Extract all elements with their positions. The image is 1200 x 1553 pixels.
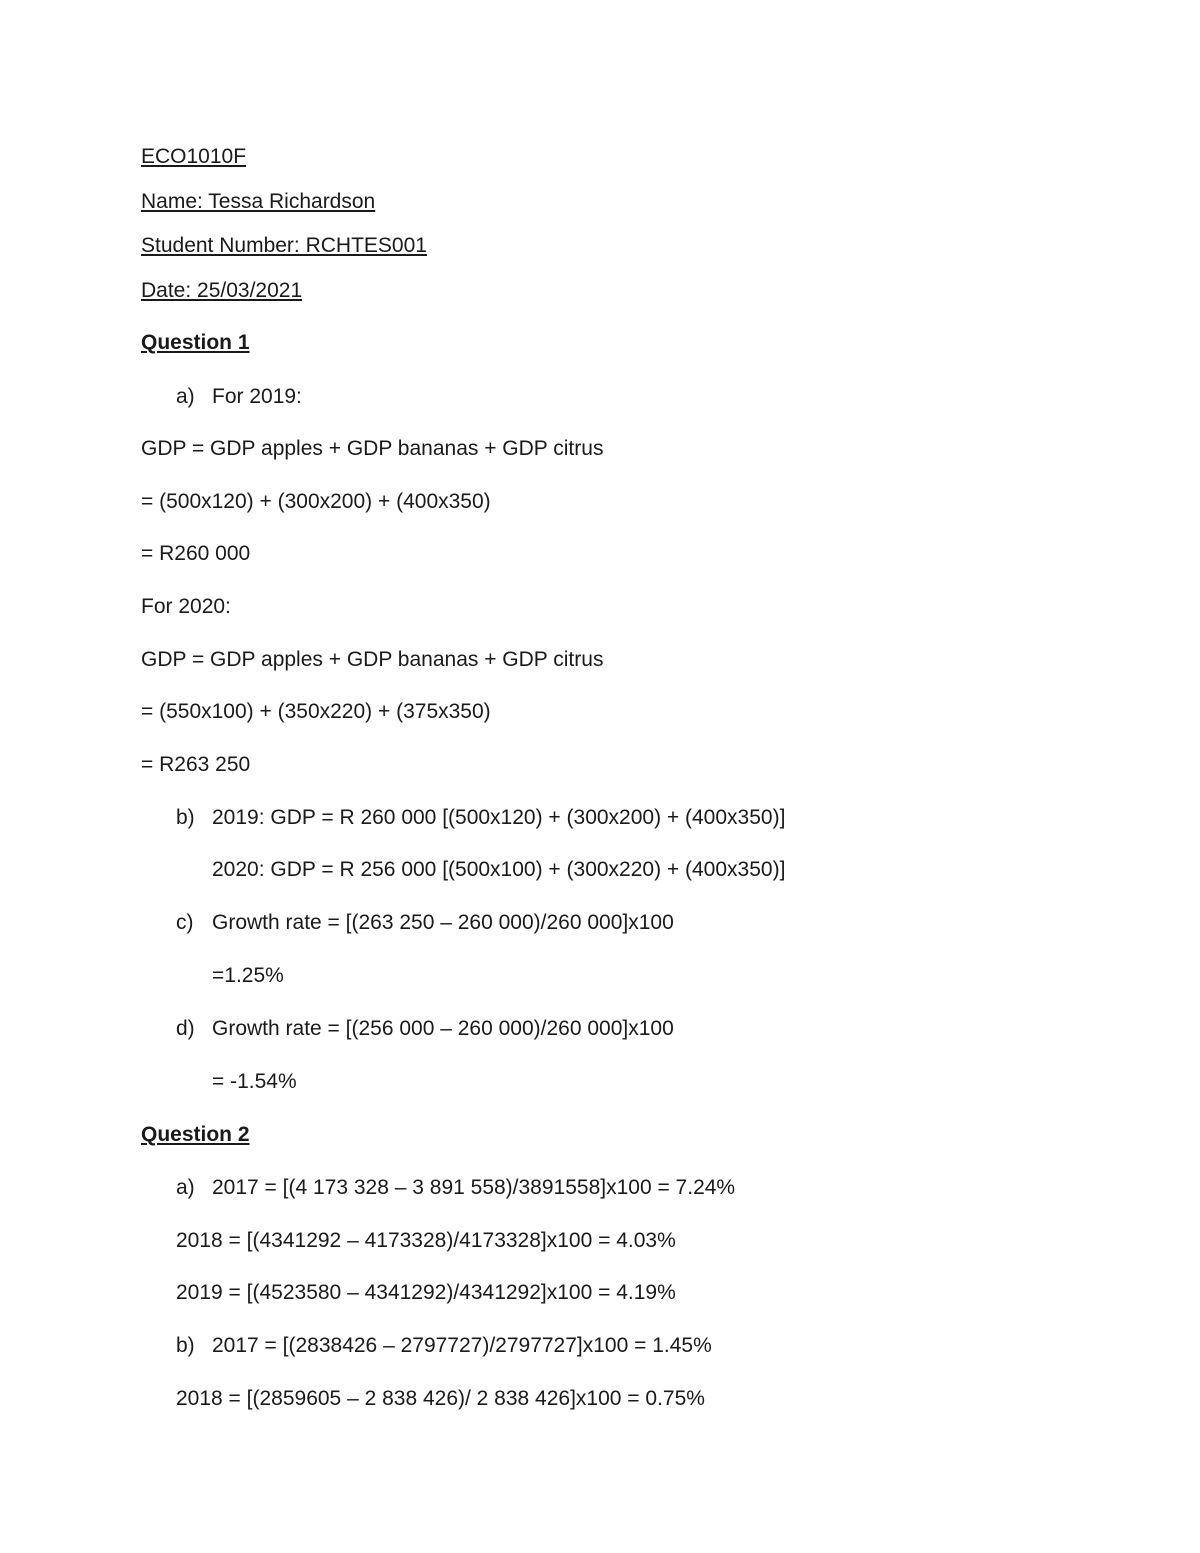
q1-a-text: For 2019: [212, 385, 302, 408]
submission-date: Date: 25/03/2021 [141, 279, 303, 302]
q1-gdp-2020-result: = R263 250 [141, 753, 251, 776]
q1-part-a [176, 384, 302, 410]
q1-d-line1: Growth rate = [(256 000 – 260 000)/260 000]x100 [212, 1017, 674, 1040]
q2-a-marker: a) [176, 1176, 195, 1199]
q1-gdp-2020-formula: GDP = GDP apples + GDP bananas + GDP citrus [141, 648, 604, 671]
q1-part-b [176, 805, 785, 831]
q2-a-2017: 2017 = [(4 173 328 – 3 891 558)/3891558]x100 = 7.24% [212, 1176, 736, 1199]
q1-gdp-2019-calc: = (500x120) + (300x200) + (400x350) [141, 490, 491, 513]
q1-gdp-2019-result: = R260 000 [141, 542, 251, 565]
q1-d-marker: d) [176, 1017, 195, 1040]
q1-part-c [176, 910, 674, 936]
q1-c-marker: c) [176, 911, 194, 934]
q1-d-line2: = -1.54% [212, 1070, 297, 1093]
q1-c-line1: Growth rate = [(263 250 – 260 000)/260 000]x100 [212, 911, 674, 934]
student-name: Name: Tessa Richardson [141, 190, 376, 213]
student-number: Student Number: RCHTES001 [141, 234, 427, 257]
q2-b-marker: b) [176, 1334, 195, 1357]
q1-part-d [176, 1016, 674, 1042]
question-2-heading: Question 2 [141, 1123, 250, 1146]
q1-b-line2: 2020: GDP = R 256 000 [(500x100) + (300x220) + (400x350)] [212, 858, 786, 881]
q2-part-b [176, 1333, 712, 1359]
q2-b-2018: 2018 = [(2859605 – 2 838 426)/ 2 838 426]x100 = 0.75% [176, 1387, 705, 1410]
q2-b-2017: 2017 = [(2838426 – 2797727)/2797727]x100 = 1.45% [212, 1334, 712, 1357]
q2-a-2018: 2018 = [(4341292 – 4173328)/4173328]x100 = 4.03% [176, 1229, 676, 1252]
q1-c-line2: =1.25% [212, 964, 284, 987]
q2-part-a [176, 1175, 735, 1201]
question-1-heading: Question 1 [141, 331, 250, 354]
q1-b-line1: 2019: GDP = R 260 000 [(500x120) + (300x200) + (400x350)] [212, 806, 786, 829]
q1-for-2020: For 2020: [141, 595, 231, 618]
course-code: ECO1010F [141, 145, 247, 168]
q1-gdp-2020-calc: = (550x100) + (350x220) + (375x350) [141, 700, 491, 723]
q2-a-2019: 2019 = [(4523580 – 4341292)/4341292]x100 = 4.19% [176, 1281, 676, 1304]
q1-b-marker: b) [176, 806, 195, 829]
q1-gdp-2019-formula: GDP = GDP apples + GDP bananas + GDP citrus [141, 437, 604, 460]
q1-a-marker: a) [176, 385, 195, 408]
